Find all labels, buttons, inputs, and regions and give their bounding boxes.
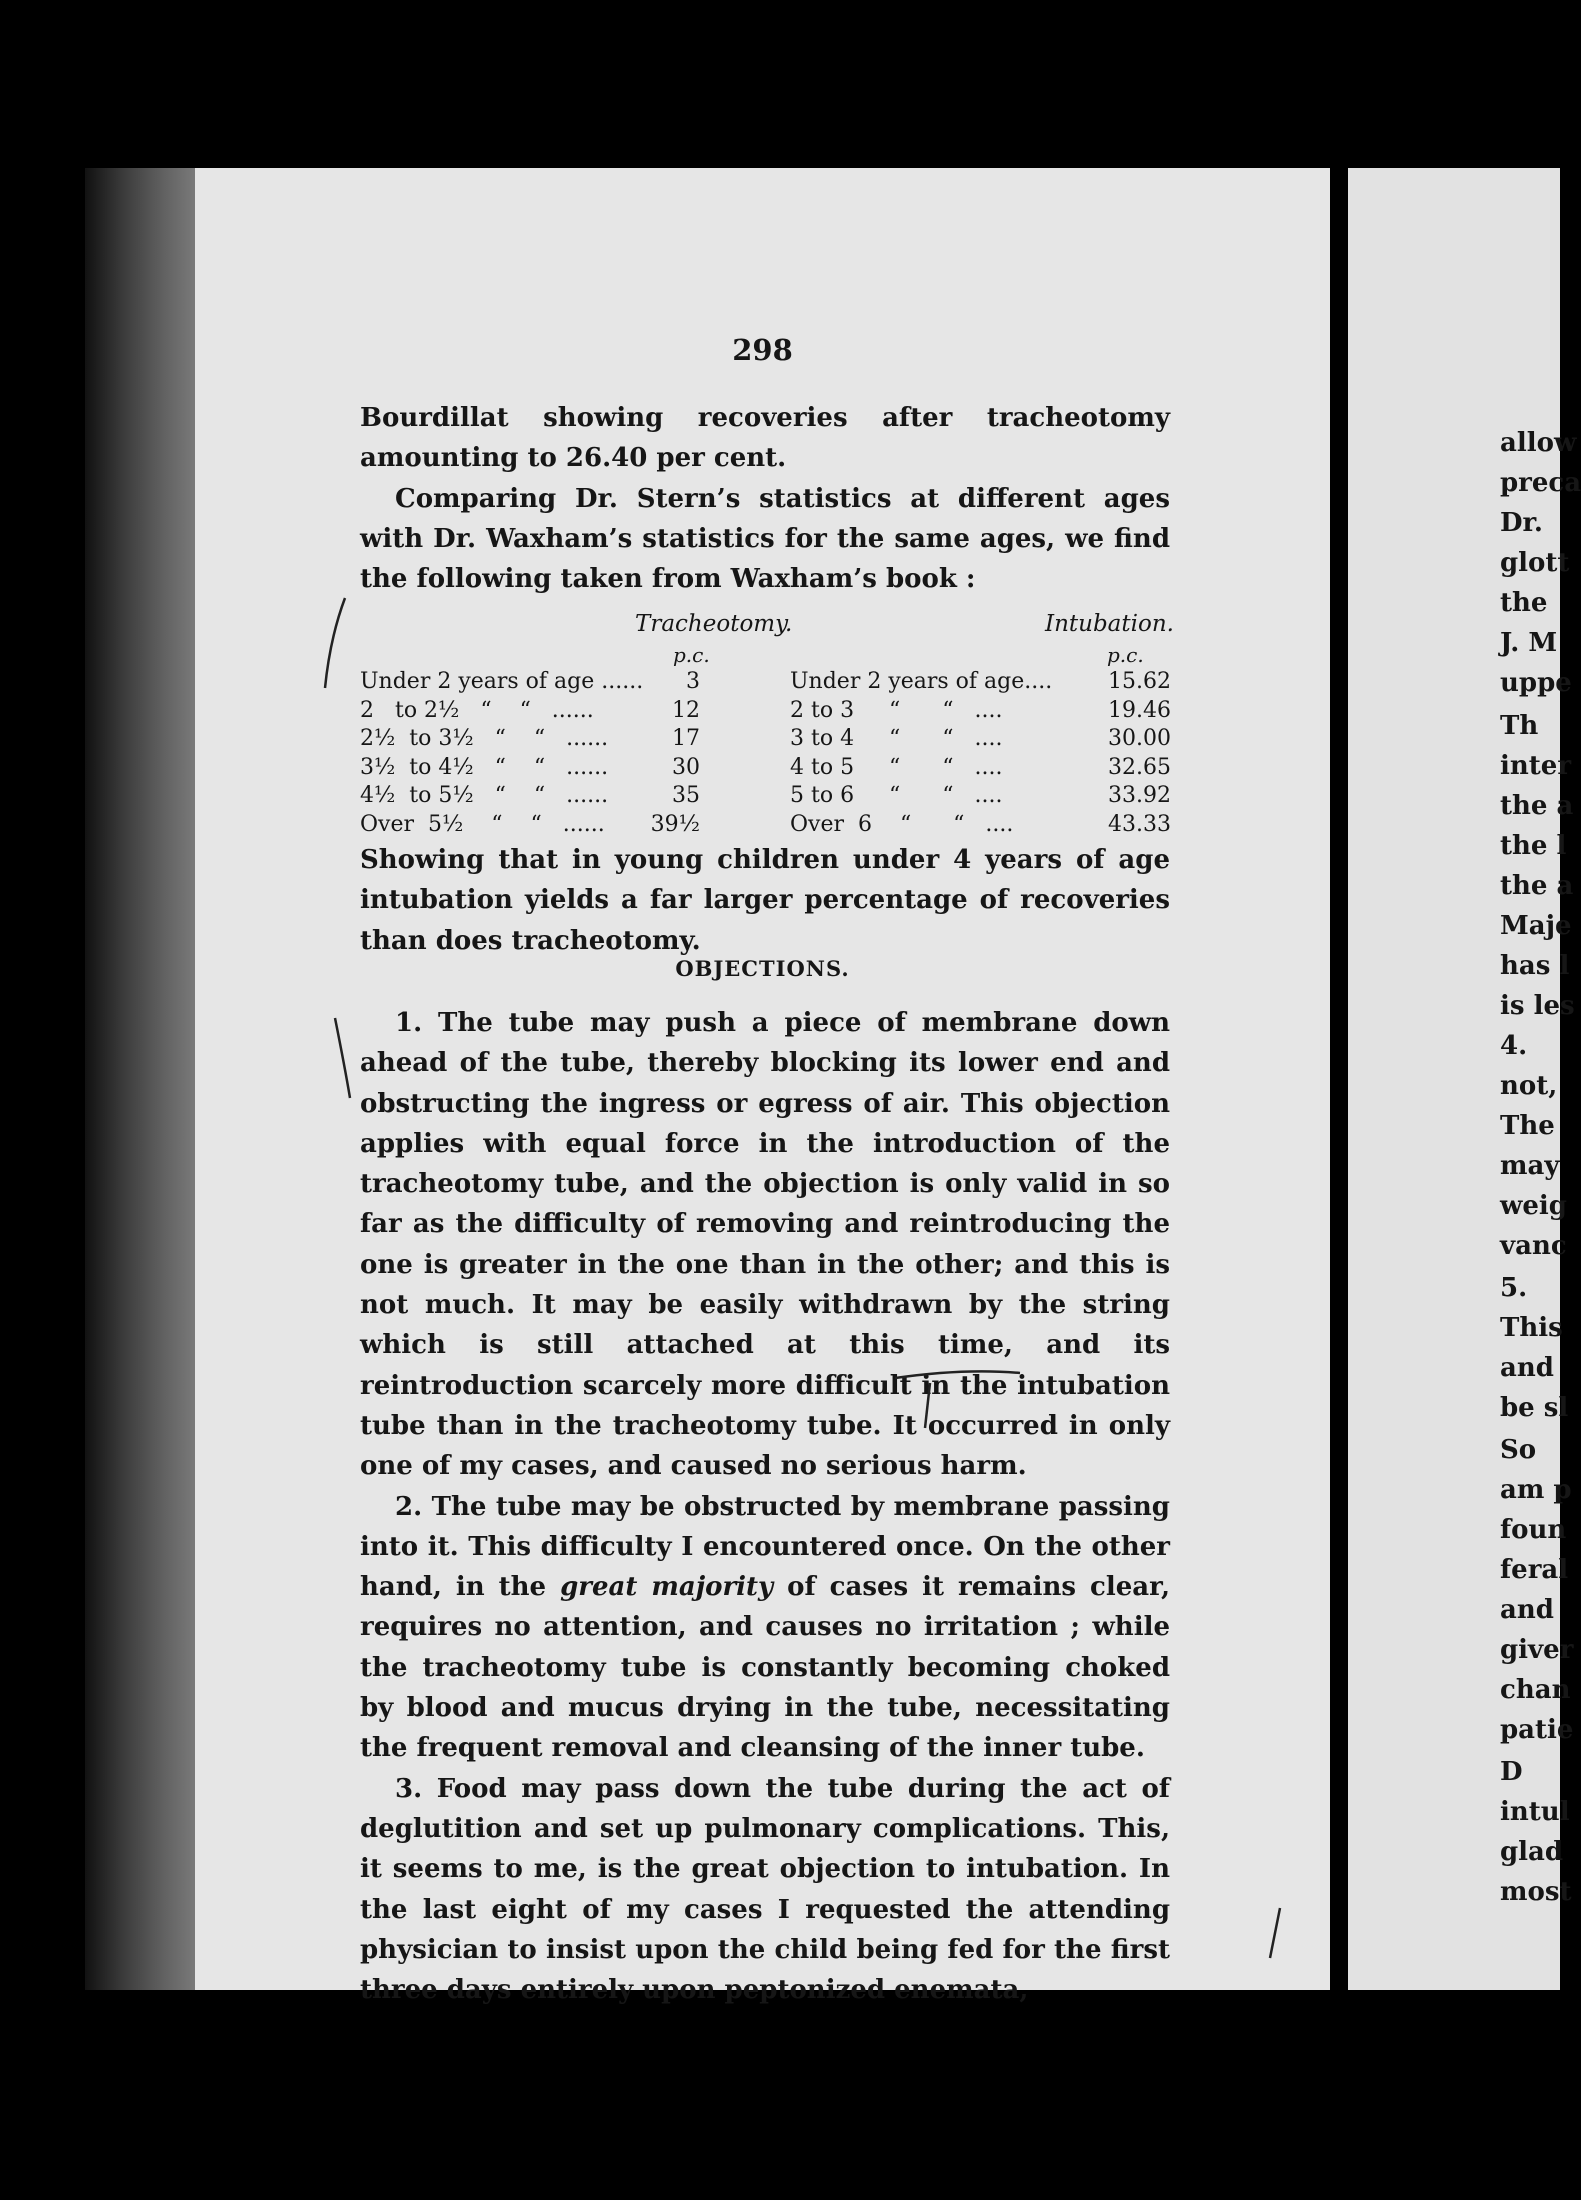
tracheotomy-row-value: 39½ (650, 811, 700, 837)
right-page-line: the a (1500, 871, 1574, 901)
right-page-line: patie (1500, 1715, 1574, 1745)
right-page-line: has l (1500, 951, 1570, 981)
right-page-line: glad (1500, 1837, 1564, 1867)
paragraph-showing: Showing that in young children under 4 years of age intubation yields a far larger percentage of recoveries than does tracheotomy. (360, 845, 1170, 956)
objection-3: 3. Food may pass down the tube during the act of deglutition and set up pulmonary complications. This, it seems to me, is the great objection to intubation. In the last eight of my cases I requested the attending physician to insist upon the child being fed for the first three days entirely upon peptonized enemata, (360, 1773, 1170, 2006)
intubation-row-label: 3 to 4 “ “ .... (790, 726, 1003, 751)
right-page-line: So (1500, 1435, 1537, 1465)
tracheotomy-row-value: 12 (672, 697, 700, 723)
table-title-intubation: Intubation. (1045, 611, 1174, 637)
right-page-line: J. M (1500, 628, 1558, 658)
tracheotomy-row-value: 35 (672, 783, 700, 808)
right-page-line: The (1500, 1111, 1555, 1141)
right-page-line: intul (1500, 1797, 1570, 1827)
right-page-line: Th (1500, 711, 1539, 741)
right-page-line: the l (1500, 831, 1567, 861)
right-page-line: glott (1500, 548, 1570, 578)
right-page-line: 5. (1500, 1273, 1528, 1303)
right-page-line: 4. (1500, 1031, 1528, 1061)
right-page-line: the a (1500, 791, 1574, 821)
intubation-row-label: 2 to 3 “ “ .... (790, 697, 1003, 723)
tracheotomy-row-value: 17 (672, 726, 700, 751)
unit-left: p.c. (673, 643, 710, 667)
tracheotomy-row-label: 2½ to 3½ “ “ ...... (360, 726, 609, 751)
tracheotomy-row-label: Over 5½ “ “ ...... (360, 811, 605, 837)
intubation-row-label: Under 2 years of age.... (790, 669, 1053, 694)
paragraph-comparing: Comparing Dr. Stern’s statistics at different ages with Dr. Waxham’s statistics for the same ages, we find the following taken from Waxham’s book : (360, 483, 1170, 595)
intubation-row-value: 32.65 (1108, 754, 1171, 780)
intubation-row-value: 43.33 (1108, 811, 1171, 837)
tracheotomy-row-label: Under 2 years of age ...... (360, 669, 644, 694)
right-page-line: foun (1500, 1515, 1567, 1545)
right-page-line: Maje (1500, 911, 1572, 941)
intubation-row-value: 15.62 (1108, 669, 1171, 694)
tracheotomy-row-label: 3½ to 4½ “ “ ...... (360, 754, 609, 780)
intubation-row-label: 4 to 5 “ “ .... (790, 754, 1003, 780)
right-page-line: uppe (1500, 668, 1572, 698)
right-page-line: vanc (1500, 1231, 1567, 1261)
right-page-line: not, (1500, 1071, 1558, 1101)
pencil-mark-table (325, 598, 345, 688)
right-page-line: most (1500, 1877, 1572, 1907)
tracheotomy-row-label: 2 to 2½ “ “ ...... (360, 697, 594, 723)
right-page-line: the (1500, 588, 1548, 618)
intubation-row-label: Over 6 “ “ .... (790, 811, 1014, 837)
right-page-line: Dr. (1500, 508, 1543, 538)
right-page-line: is les (1500, 991, 1575, 1021)
left-page (195, 168, 1330, 2006)
right-page-line: and (1500, 1353, 1554, 1383)
tracheotomy-row-value: 30 (672, 754, 700, 780)
pencil-mark-stroke (925, 1383, 930, 1428)
right-page-line: inter (1500, 751, 1572, 781)
intubation-row-value: 33.92 (1108, 783, 1171, 808)
tracheotomy-row-label: 4½ to 5½ “ “ ...... (360, 783, 609, 808)
right-page-line: This (1500, 1313, 1563, 1343)
right-page-line: D (1500, 1757, 1523, 1787)
right-page (1348, 168, 1581, 1990)
italic-phrase: great majority (560, 1572, 774, 1603)
right-page-line: giver (1500, 1635, 1574, 1665)
right-page-line: preca (1500, 468, 1581, 498)
section-heading: OBJECTIONS. (675, 956, 850, 981)
pencil-mark-corner (1270, 1908, 1280, 1958)
right-page-line: may (1500, 1151, 1560, 1181)
pencil-mark-harm (895, 1371, 1020, 1378)
pencil-annotations (195, 168, 1330, 1990)
table-title-tracheotomy: Tracheotomy. (635, 611, 793, 637)
right-page-line: and (1500, 1595, 1554, 1625)
paragraph-bourdillat: Bourdillat showing recoveries after tracheotomy amounting to 26.40 per cent. (360, 403, 1170, 474)
right-page-line: allow (1500, 428, 1577, 458)
right-page-line: chan (1500, 1675, 1571, 1705)
intubation-row-label: 5 to 6 “ “ .... (790, 783, 1003, 808)
right-page-line: am p (1500, 1475, 1572, 1505)
unit-right: p.c. (1107, 643, 1144, 667)
pencil-mark-side (335, 1018, 350, 1098)
page-number: 298 (732, 333, 793, 367)
intubation-row-value: 30.00 (1108, 726, 1171, 751)
right-page-line: weig (1500, 1191, 1567, 1221)
objection-2: 2. The tube may be obstructed by membrane passing into it. This difficulty I encountered once. On the other hand, in the great majority of cases it remains clear, requires no attention, and causes no irritation ; while the tracheotomy tube is constantly becoming choked by blood and mucus drying in the tube, necessitating the frequent removal and cleansing of the inner tube. (360, 1491, 1170, 1764)
right-page-line: be sl (1500, 1393, 1569, 1423)
objection-1: 1. The tube may push a piece of membrane down ahead of the tube, thereby blocking its lower end and obstructing the ingress or egress of air. This objection applies with equal force in the introduction of the tracheotomy tube, and the objection is only valid in so far as the difficulty of removing and reintroducing the one is greater in the one than in the other; and this is not much. It may be easily withdrawn by the string which is still attached at this time, and its reintroduction scarcely more difficult in the intubation tube than in the tracheotomy tube. It occurred in only one of my cases, and caused no serious harm. (360, 1008, 1170, 1482)
intubation-row-value: 19.46 (1108, 697, 1171, 723)
right-page-line: feral (1500, 1555, 1569, 1585)
book-spine-shadow (85, 168, 197, 1990)
tracheotomy-row-value: 3 (686, 669, 700, 694)
